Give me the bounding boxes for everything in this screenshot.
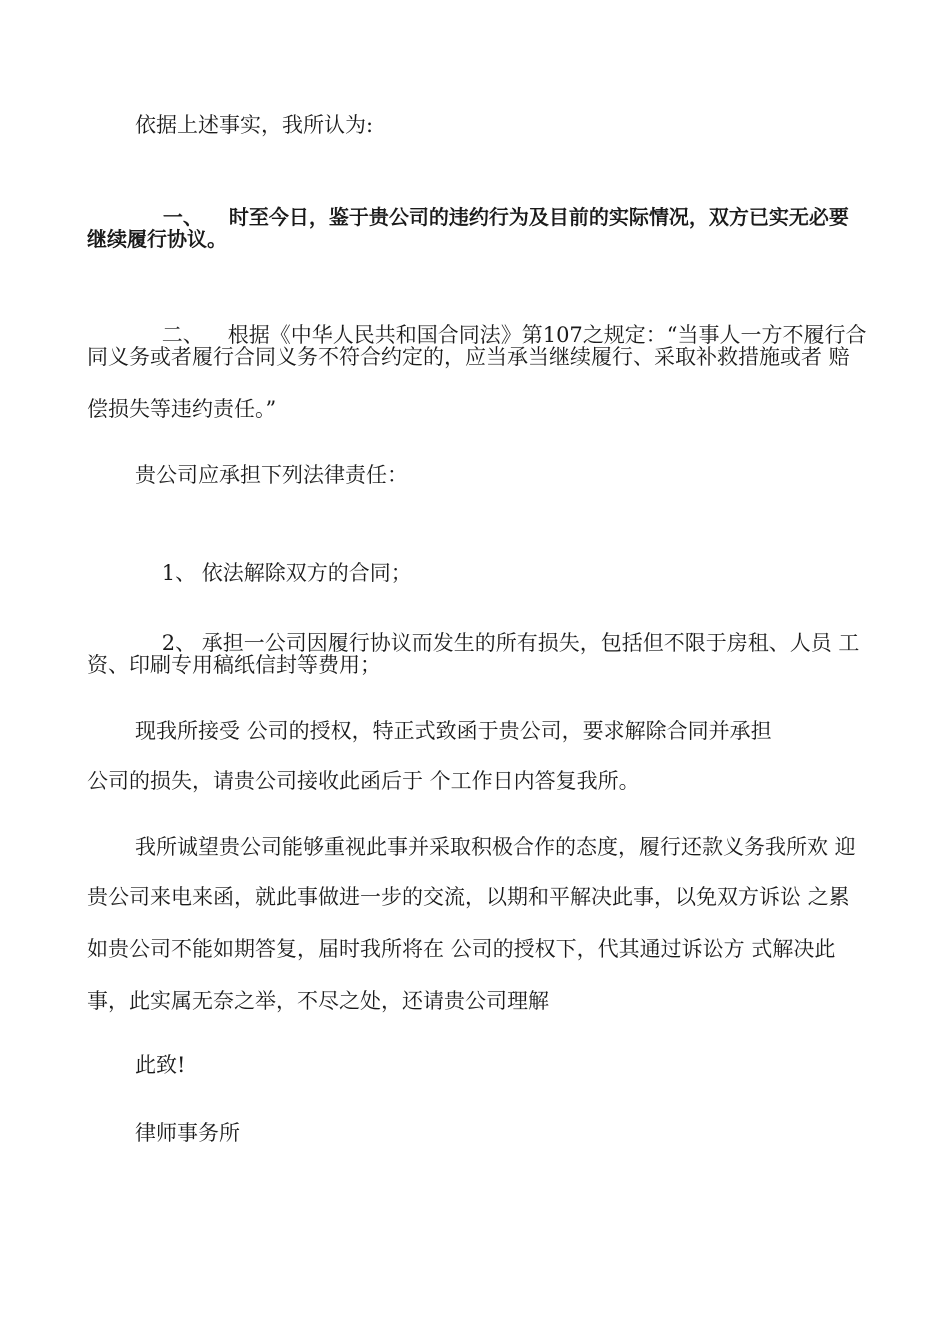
point-1-line-1 [135,172,849,262]
signature: 律师事务所 [135,1121,240,1145]
point-2-line-3: 偿损失等违约责任。” [87,397,277,421]
point-1-marker: 一、 [162,205,203,229]
authorization-line-1: 现我所接受 公司的授权，特正式致函于贵公司，要求解除合同并承担 [135,719,772,743]
item-2-line-2: 资、印刷专用稿纸信封等费用； [87,653,381,677]
closing-line-2: 贵公司来电来函，就此事做进一步的交流，以期和平解决此事，以免双方诉讼 之累 [87,885,850,909]
point-1-text: 时至今日，鉴于贵公司的违约行为及目前的实际情况，双方已实无必要 [228,205,849,229]
point-2-text: 根据《中华人民共和国合同法》第107之规定：“当事人一方不履行合 [227,323,867,347]
point-1-line-2: 继续履行协议。 [87,227,227,251]
point-2-line-2: 同义务或者履行合同义务不符合约定的，应当承当继续履行、采取补救措施或者 赔 [87,345,850,369]
item-1-marker: 1、 [161,561,197,585]
closing-line-3: 如贵公司不能如期答复，届时我所将在 公司的授权下，代其通过诉讼方 式解决此 [87,937,836,961]
point-2-marker: 二、 [161,323,204,347]
item-1-text: 依法解除双方的合同； [201,561,412,585]
closing-line-1: 我所诚望贵公司能够重视此事并采取积极合作的态度，履行还款义务我所欢 迎 [135,835,856,859]
salutation: 此致! [135,1053,186,1077]
item-2-marker: 2、 [161,631,197,655]
item-2-text: 承担一公司因履行协议而发生的所有损失，包括但不限于房租、人员 工 [201,631,860,655]
intro-text: 依据上述事实，我所认为: [135,113,374,137]
closing-line-4: 事，此实属无奈之举，不尽之处，还请贵公司理解 [87,989,549,1013]
liability-heading: 贵公司应承担下列法律责任： [135,463,408,487]
authorization-line-2: 公司的损失，请贵公司接收此函后于 个工作日内答复我所。 [87,769,640,793]
